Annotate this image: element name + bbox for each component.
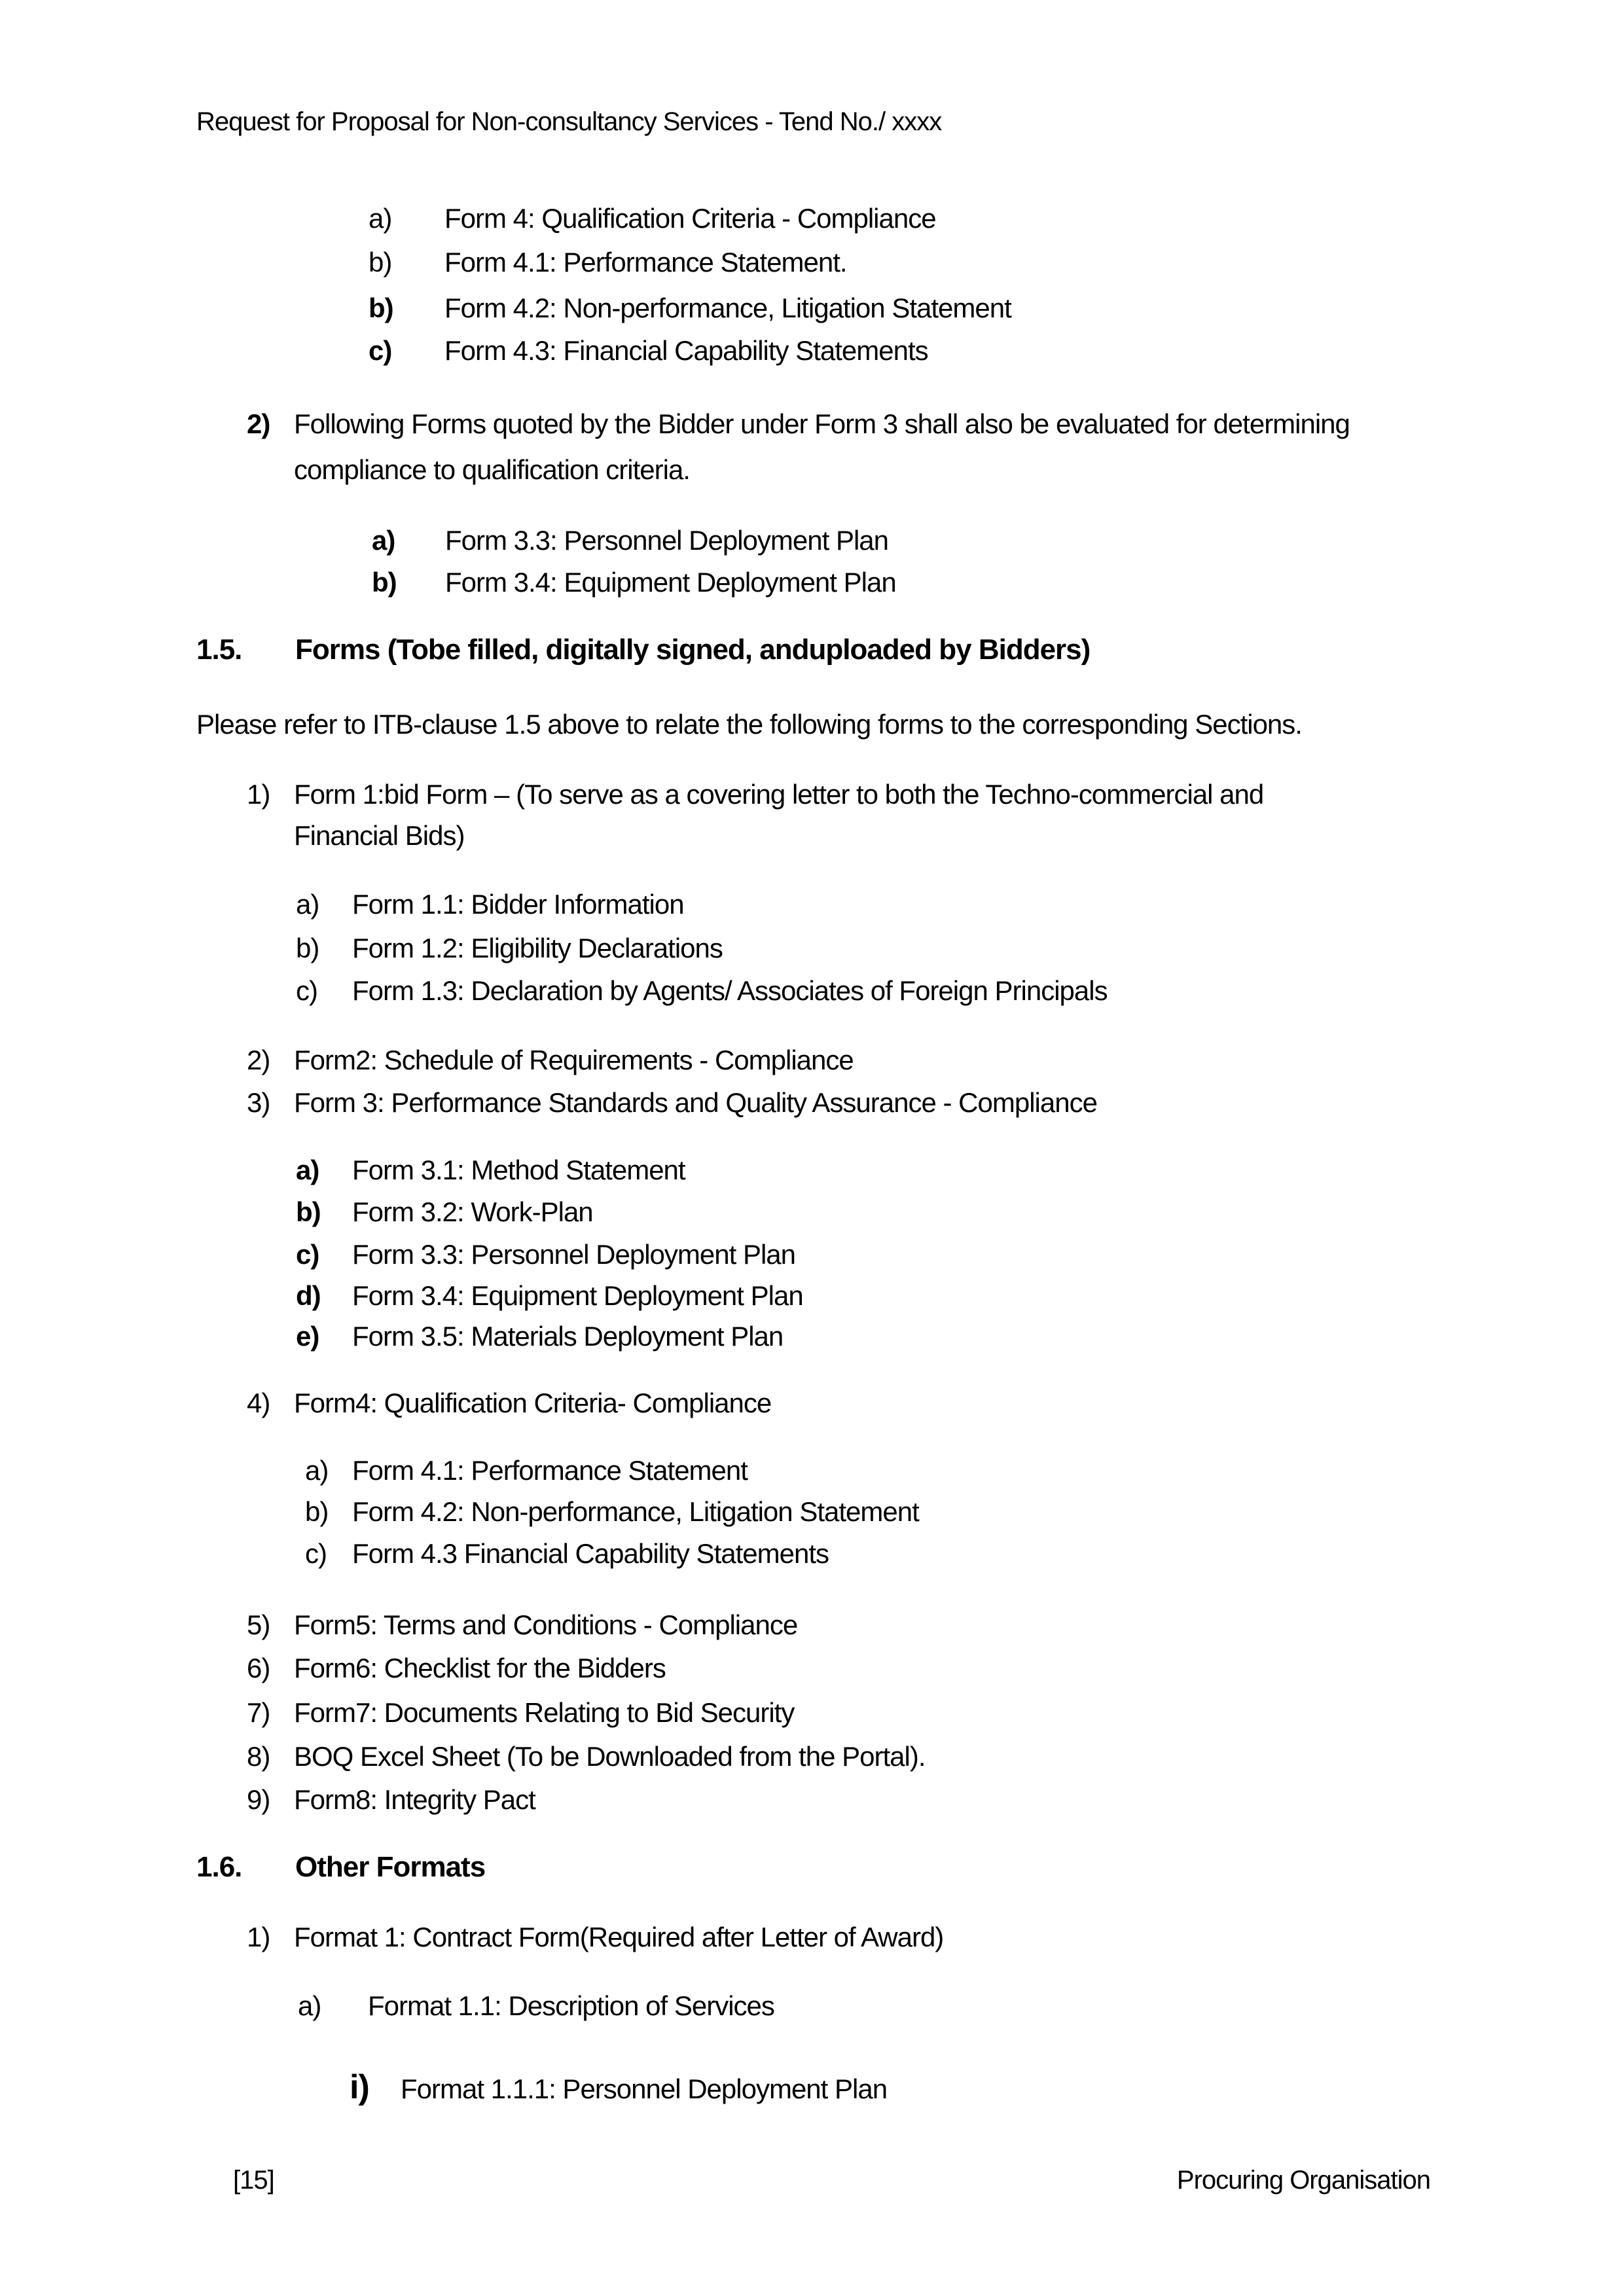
list-item-text: Form 3.3: Personnel Deployment Plan xyxy=(445,525,889,556)
list-item-text: Form6: Checklist for the Bidders xyxy=(294,1653,666,1683)
list-item-text: Form 4.2: Non-performance, Litigation Statement xyxy=(444,293,1011,323)
list-item-text: Form 4.2: Non-performance, Litigation Statement xyxy=(352,1496,919,1527)
list-marker: 7) xyxy=(247,1697,270,1728)
list-marker: 6) xyxy=(247,1653,270,1683)
list-item-text: Form2: Schedule of Requirements - Compliance xyxy=(294,1045,854,1075)
list-marker: c) xyxy=(296,1239,319,1270)
list-marker: 2) xyxy=(247,1045,270,1075)
list-item-text: Form 3.4: Equipment Deployment Plan xyxy=(352,1280,803,1311)
list-marker: 4) xyxy=(247,1388,270,1418)
list-marker: i) xyxy=(350,2068,369,2106)
list-item-text: Form8: Integrity Pact xyxy=(294,1784,535,1815)
list-item-text: Form 1.3: Declaration by Agents/ Associates of Foreign Principals xyxy=(352,975,1108,1006)
list-item-text: Form 1.1: Bidder Information xyxy=(352,889,684,920)
list-marker: b) xyxy=(296,933,319,963)
list-marker: 9) xyxy=(247,1784,270,1815)
list-marker: 1) xyxy=(247,1922,270,1952)
list-marker: a) xyxy=(298,1990,321,2021)
list-item-text: Form4: Qualification Criteria- Compliance xyxy=(294,1388,772,1418)
list-marker: c) xyxy=(369,335,392,366)
list-marker: 1) xyxy=(247,779,270,810)
list-marker: a) xyxy=(296,1155,319,1185)
list-marker: 8) xyxy=(247,1741,270,1772)
list-item-text: Form 3.5: Materials Deployment Plan xyxy=(352,1321,784,1352)
list-marker: c) xyxy=(296,975,317,1006)
list-item-text: Form 4.3: Financial Capability Statements xyxy=(444,335,928,366)
list-item-text: Form 3.2: Work-Plan xyxy=(352,1196,593,1227)
list-marker: b) xyxy=(369,293,393,323)
list-marker: 2) xyxy=(247,408,270,439)
list-marker: a) xyxy=(296,889,319,920)
list-item-text: Form 3: Performance Standards and Quality Assurance - Compliance xyxy=(294,1087,1097,1118)
list-item-text: Form 1:bid Form – (To serve as a covering letter to both the Techno-commercial and xyxy=(294,779,1264,810)
list-item-text: Form 3.3: Personnel Deployment Plan xyxy=(352,1239,796,1270)
list-marker: a) xyxy=(369,203,392,234)
list-item-text: Form7: Documents Relating to Bid Security xyxy=(294,1697,795,1728)
list-item-text: Form 4: Qualification Criteria - Compliance xyxy=(444,203,936,234)
list-marker: b) xyxy=(296,1196,321,1227)
list-item-text: Form5: Terms and Conditions - Compliance xyxy=(294,1609,798,1640)
list-marker: 5) xyxy=(247,1609,270,1640)
list-item-text: Financial Bids) xyxy=(294,820,465,851)
list-marker: e) xyxy=(296,1321,319,1352)
list-item-text: Form 4.1: Performance Statement xyxy=(352,1455,748,1486)
section-number-1-5: 1.5. xyxy=(196,634,242,666)
list-item-text: Form 1.2: Eligibility Declarations xyxy=(352,933,723,963)
paragraph-line: compliance to qualification criteria. xyxy=(294,454,690,485)
section-title-1-6: Other Formats xyxy=(295,1851,486,1883)
footer-page-number: [15] xyxy=(233,2166,274,2195)
list-item-text: Form 3.4: Equipment Deployment Plan xyxy=(445,567,896,598)
list-marker: b) xyxy=(369,247,392,278)
list-marker: d) xyxy=(296,1280,321,1311)
list-marker: c) xyxy=(305,1538,327,1569)
list-item-text: Format 1: Contract Form(Required after Letter of Award) xyxy=(294,1922,944,1952)
section-intro-paragraph: Please refer to ITB-clause 1.5 above to relate the following forms to the corresponding Sections. xyxy=(196,709,1302,740)
list-item-text: Form 3.1: Method Statement xyxy=(352,1155,685,1185)
paragraph-line: Following Forms quoted by the Bidder under Form 3 shall also be evaluated for determining xyxy=(294,408,1350,439)
section-title-1-5: Forms (Tobe filled, digitally signed, anduploaded by Bidders) xyxy=(295,634,1091,666)
list-item-text: Format 1.1.1: Personnel Deployment Plan xyxy=(401,2073,888,2104)
footer-organisation-label: Procuring Organisation xyxy=(1176,2166,1430,2195)
list-item-text: Format 1.1: Description of Services xyxy=(368,1990,774,2021)
list-marker: b) xyxy=(305,1496,329,1527)
list-marker: b) xyxy=(372,567,397,598)
list-marker: a) xyxy=(372,525,395,556)
list-item-text: Form 4.3 Financial Capability Statements xyxy=(352,1538,829,1569)
list-marker: 3) xyxy=(247,1087,270,1118)
list-marker: a) xyxy=(305,1455,329,1486)
list-item-text: Form 4.1: Performance Statement. xyxy=(444,247,847,278)
list-item-text: BOQ Excel Sheet (To be Downloaded from the Portal). xyxy=(294,1741,926,1772)
page-header: Request for Proposal for Non-consultancy Services - Tend No./ xxxx xyxy=(196,107,942,136)
section-number-1-6: 1.6. xyxy=(196,1851,242,1883)
